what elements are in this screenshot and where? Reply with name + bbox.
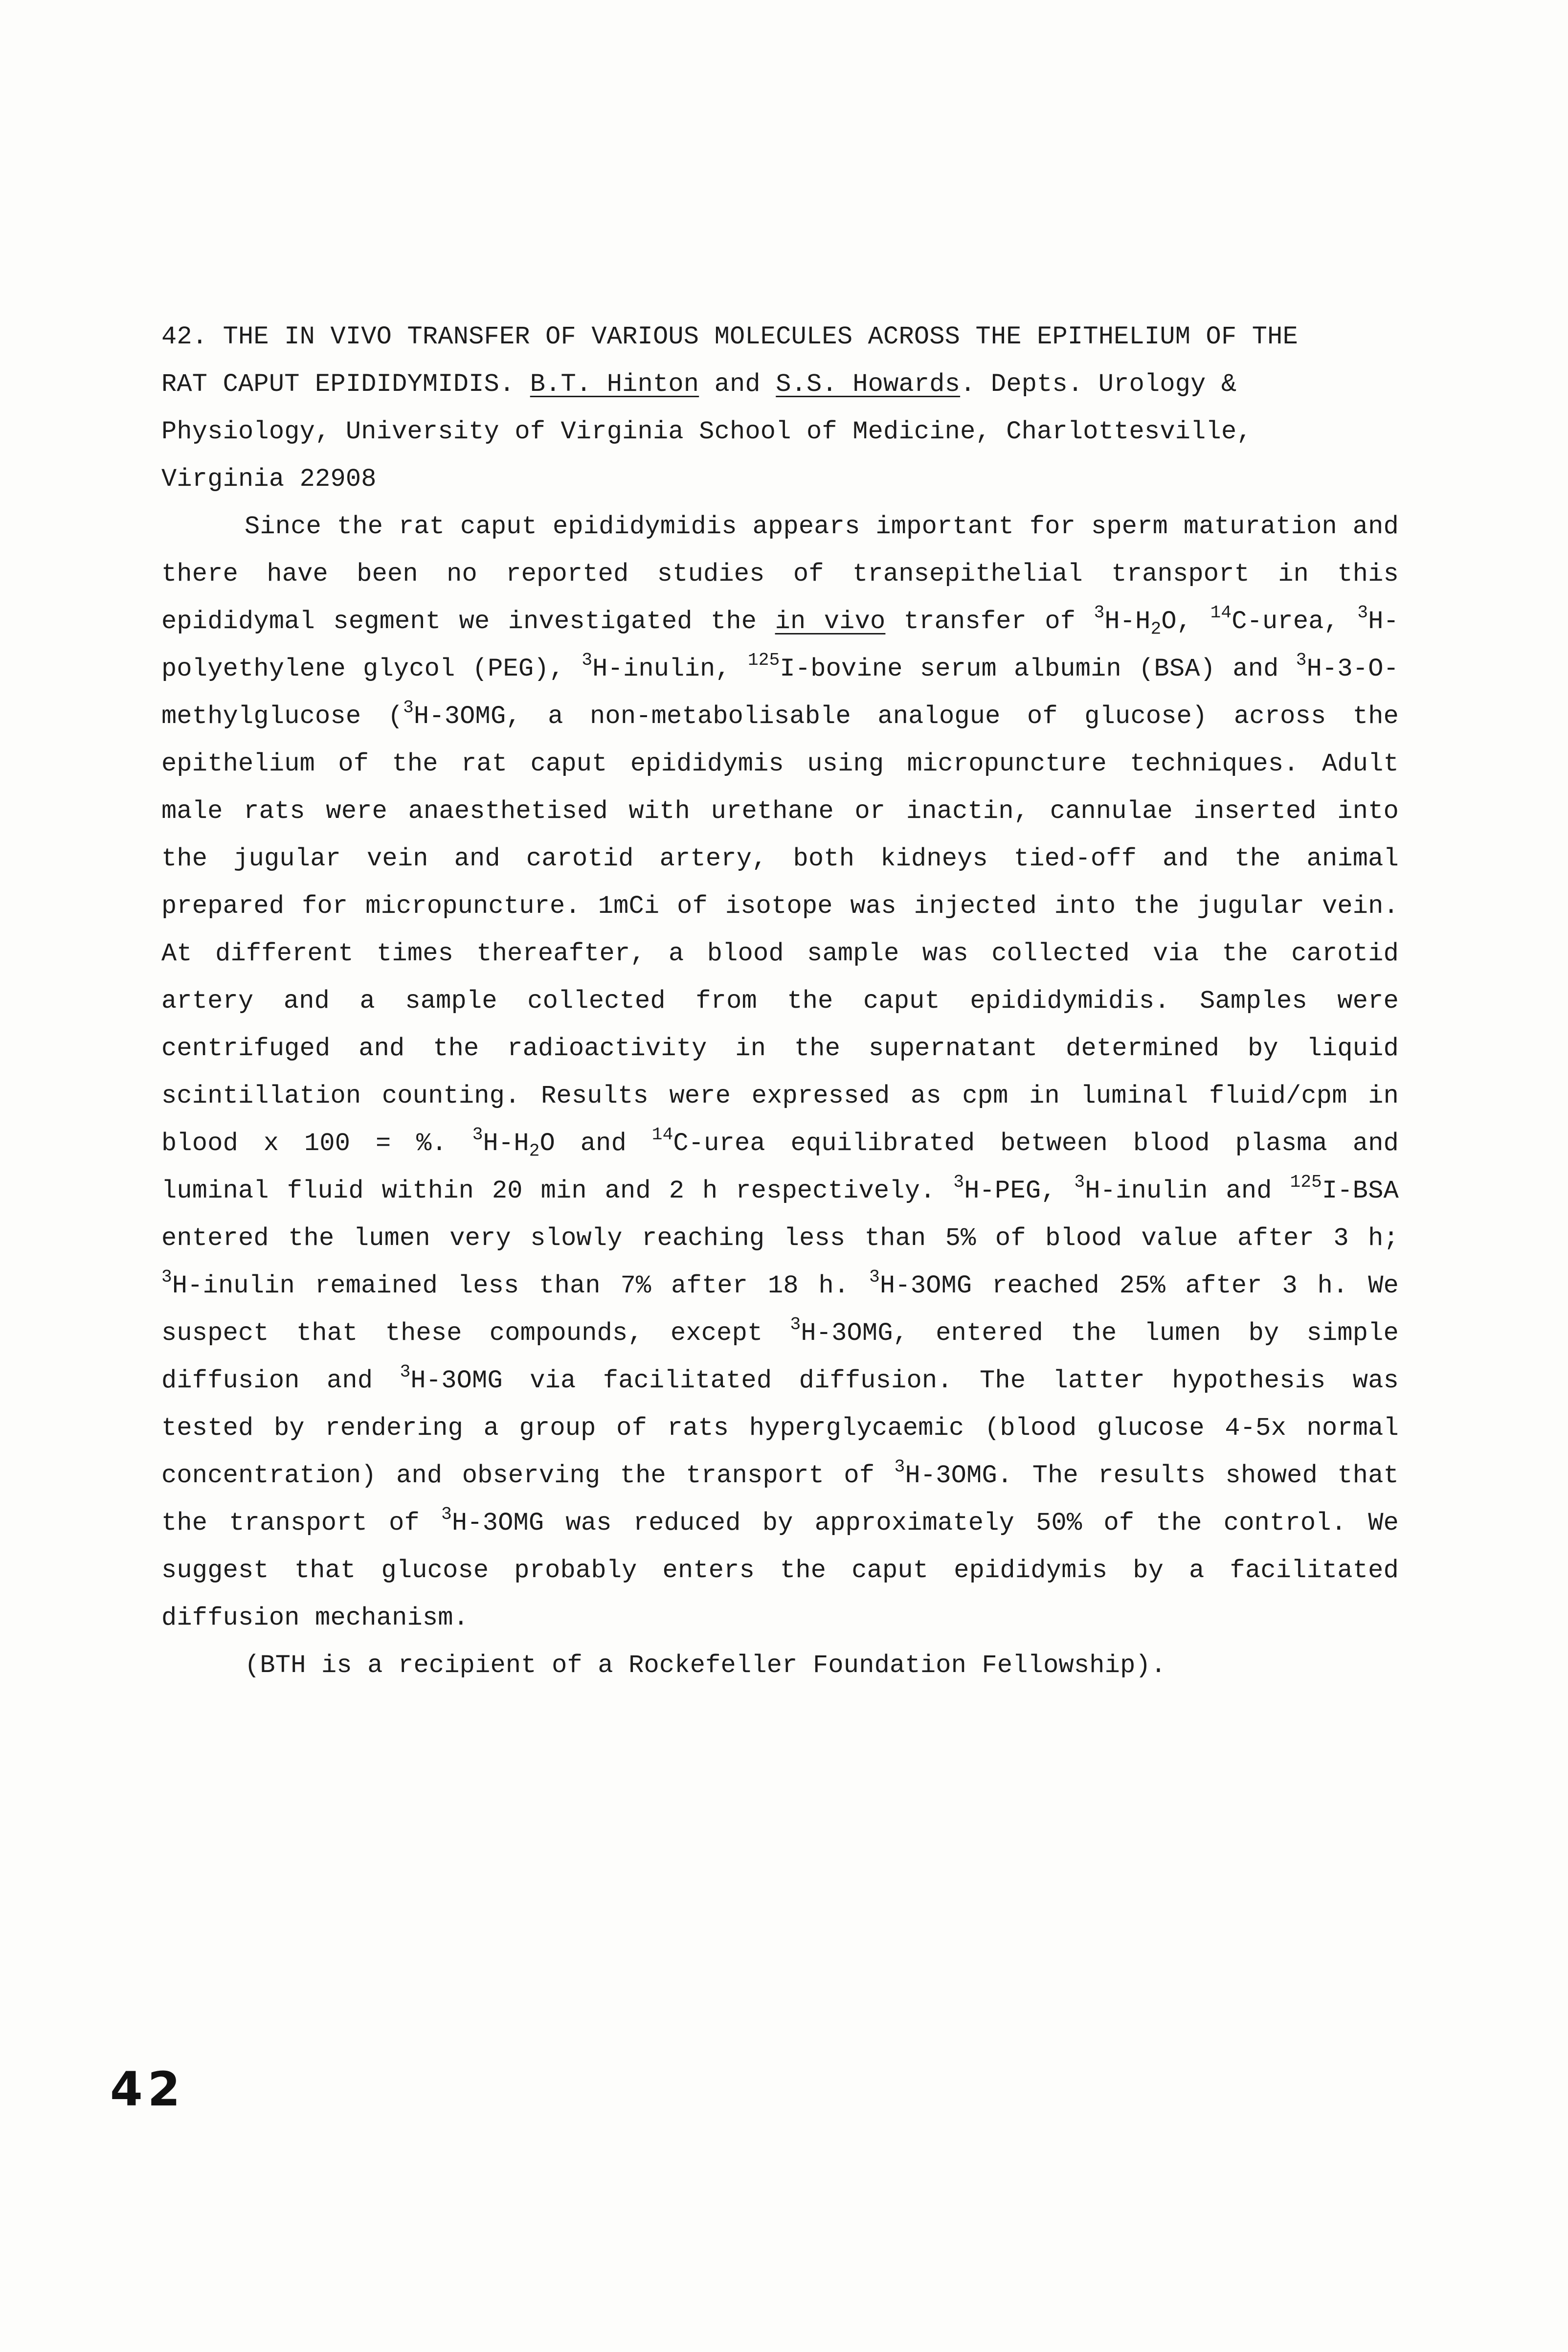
isotope-superscript: 3 — [1357, 602, 1368, 623]
body-text: H-3OMG was reduced by approximately 50% of the control. We suggest that glucose probably enters the caput epididymis by a facilitated diffusion mechanism. — [161, 1509, 1399, 1632]
isotope-superscript: 3 — [403, 697, 414, 718]
author-1: B.T. Hinton — [530, 370, 699, 399]
body-text: Since the rat caput epididymidis appears important for sperm maturation and there have been no reported studies of transepithelial transport in this epididymal segment we investigated the — [161, 512, 1399, 636]
body-text: H-H — [1104, 607, 1151, 636]
isotope-superscript: 3 — [441, 1504, 452, 1524]
isotope-superscript: 125 — [1290, 1172, 1322, 1192]
body-text: C-urea equilibrated between blood plasma and luminal fluid within 20 min and 2 h respectively. — [161, 1129, 1399, 1205]
acknowledgement: (BTH is a recipient of a Rockefeller Foundation Fellowship). — [245, 1651, 1166, 1680]
body-text: H-3OMG, entered the lumen by simple diffusion and — [161, 1319, 1399, 1395]
body-text: H-3OMG, a non-metabolisable analogue of glucose) across the epithelium of the rat caput epididymis using micropuncture techniques. Adult male rats were anaesthetised with urethane or inactin, cannulae inserted into the jugular vein and carotid artery, both kidneys tied-off and the animal prepared for micropuncture. 1mCi of isotope was injected into the jugular vein. At different times thereafter, a blood sample was collected via the carotid artery and a sample collected from the caput epididymidis. Samples were centrifuged and the radioactivity in the supernatant determined by liquid scintillation counting. Results were expressed as cpm in luminal fluid/cpm in blood x 100 = %. — [161, 702, 1399, 1158]
body-text: H-polyethylene glycol (PEG), — [161, 607, 1399, 683]
body-text: H-3-O-methylglucose ( — [161, 655, 1399, 731]
in-vivo-term: in vivo — [775, 607, 886, 636]
body-text: O, — [1161, 607, 1192, 636]
affiliation-line-3: Virginia 22908 — [161, 465, 377, 494]
isotope-superscript: 3 — [1074, 1172, 1085, 1192]
title-line-2 — [161, 361, 1399, 408]
title-part-1: THE IN VIVO TRANSFER OF VARIOUS MOLECULES ACROSS THE EPITHELIUM OF THE — [223, 322, 1298, 351]
body-text: H-inulin remained less than 7% after 18 h. — [172, 1271, 850, 1300]
isotope-superscript: 3 — [1094, 602, 1105, 623]
author-2: S.S. Howards — [776, 370, 961, 399]
isotope-superscript: 14 — [651, 1124, 673, 1145]
isotope-superscript: 3 — [161, 1266, 172, 1287]
isotope-superscript: 3 — [472, 1124, 483, 1145]
body-text: H-3OMG. The results showed that the transport of — [161, 1461, 1399, 1538]
isotope-superscript: 14 — [1210, 602, 1232, 623]
body-text: O and — [539, 1129, 627, 1158]
title-part-2: RAT CAPUT EPIDIDYMIDIS. — [161, 370, 515, 399]
body-text: H-inulin, — [592, 655, 731, 683]
abstract-block — [161, 313, 1399, 1689]
isotope-superscript: 3 — [1296, 650, 1307, 670]
isotope-superscript: 3 — [400, 1361, 411, 1382]
and-word: and — [714, 370, 761, 399]
page-number: 42 — [110, 2062, 185, 2117]
body-text: H-inulin and — [1085, 1176, 1272, 1205]
isotope-superscript: 3 — [869, 1266, 880, 1287]
isotope-superscript: 125 — [748, 650, 780, 670]
body-text: I-bovine serum albumin (BSA) and — [780, 655, 1279, 683]
isotope-superscript: 3 — [790, 1314, 801, 1334]
affiliation-line-2: Physiology, University of Virginia School of Medicine, Charlottesville, — [161, 417, 1252, 446]
isotope-superscript: 3 — [953, 1172, 964, 1192]
abstract-body — [161, 503, 1399, 1642]
title-line-1 — [161, 313, 1399, 361]
body-text: transfer of — [903, 607, 1076, 636]
body-text: H-3OMG reached 25% after 3 h. We suspect that these compounds, except — [161, 1271, 1399, 1348]
subscript: 2 — [529, 1141, 540, 1161]
body-text: H-3OMG via facilitated diffusion. The latter hypothesis was tested by rendering a group of rats hyperglycaemic (blood glucose 4-5x normal concentration) and observing the transport of — [161, 1366, 1399, 1490]
body-text: H-PEG, — [964, 1176, 1056, 1205]
abstract-number: 42. — [161, 322, 208, 351]
affiliation-lead: . Depts. Urology & — [960, 370, 1237, 399]
subscript: 2 — [1150, 619, 1162, 639]
body-text: C-urea, — [1232, 607, 1340, 636]
isotope-superscript: 3 — [582, 650, 593, 670]
body-text: H-H — [483, 1129, 529, 1158]
isotope-superscript: 3 — [894, 1456, 905, 1477]
body-text: I-BSA entered the lumen very slowly reaching less than 5% of blood value after 3 h; — [161, 1176, 1399, 1253]
